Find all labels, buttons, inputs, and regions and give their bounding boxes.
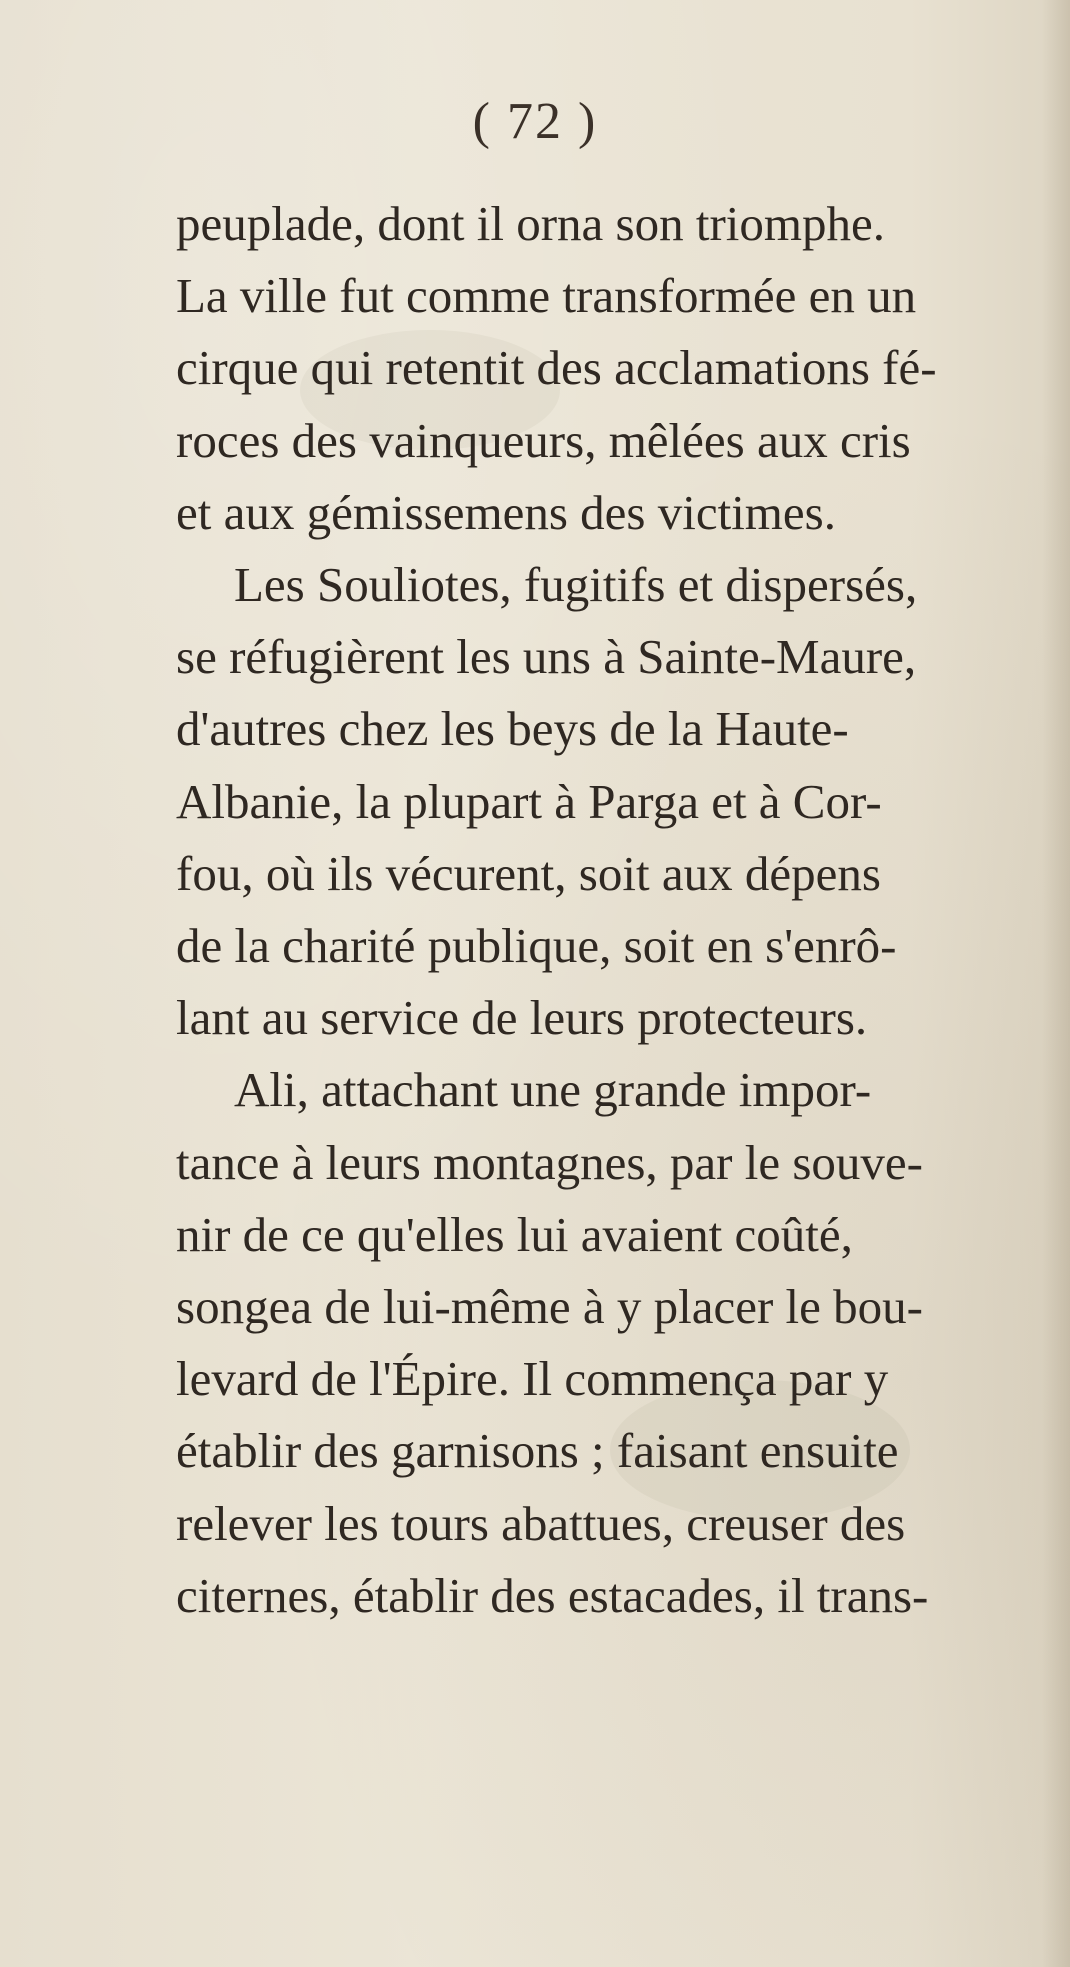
body-text xyxy=(176,188,1056,1632)
text-line: La ville fut comme transformée en un xyxy=(176,268,917,324)
text-line: songea de lui-même à y placer le bou- xyxy=(176,1279,923,1335)
text-line: peuplade, dont il orna son triomphe. xyxy=(176,196,885,251)
paragraph-start-line: Les Souliotes, fugitifs et dispersés, xyxy=(234,557,918,613)
text-line: tance à leurs montagnes, par le souve- xyxy=(176,1134,923,1190)
page-number: ( 72 ) xyxy=(472,93,598,150)
text-line: lant au service de leurs protecteurs. xyxy=(176,990,868,1046)
text-line: et aux gémissemens des victimes. xyxy=(176,484,836,540)
text-line: de la charité publique, soit en s'enrô- xyxy=(176,918,897,974)
text-line: Albanie, la plupart à Parga et à Cor- xyxy=(176,773,882,829)
text-line: roces des vainqueurs, mêlées aux cris xyxy=(176,412,911,468)
text-line: levard de l'Épire. Il commença par y xyxy=(176,1351,889,1407)
text-line: citernes, établir des estacades, il trans- xyxy=(176,1567,929,1623)
text-line: nir de ce qu'elles lui avaient coûté, xyxy=(176,1206,853,1262)
text-line: se réfugièrent les uns à Sainte-Maure, xyxy=(176,629,917,685)
text-line: fou, où ils vécurent, soit aux dépens xyxy=(176,845,881,901)
text-line: cirque qui retentit des acclamations fé- xyxy=(176,340,937,396)
paragraph-start-line: Ali, attachant une grande impor- xyxy=(234,1062,872,1118)
text-line: établir des garnisons ; faisant ensuite xyxy=(176,1423,899,1479)
text-line: relever les tours abattues, creuser des xyxy=(176,1495,906,1551)
text-line: d'autres chez les beys de la Haute- xyxy=(176,701,849,757)
